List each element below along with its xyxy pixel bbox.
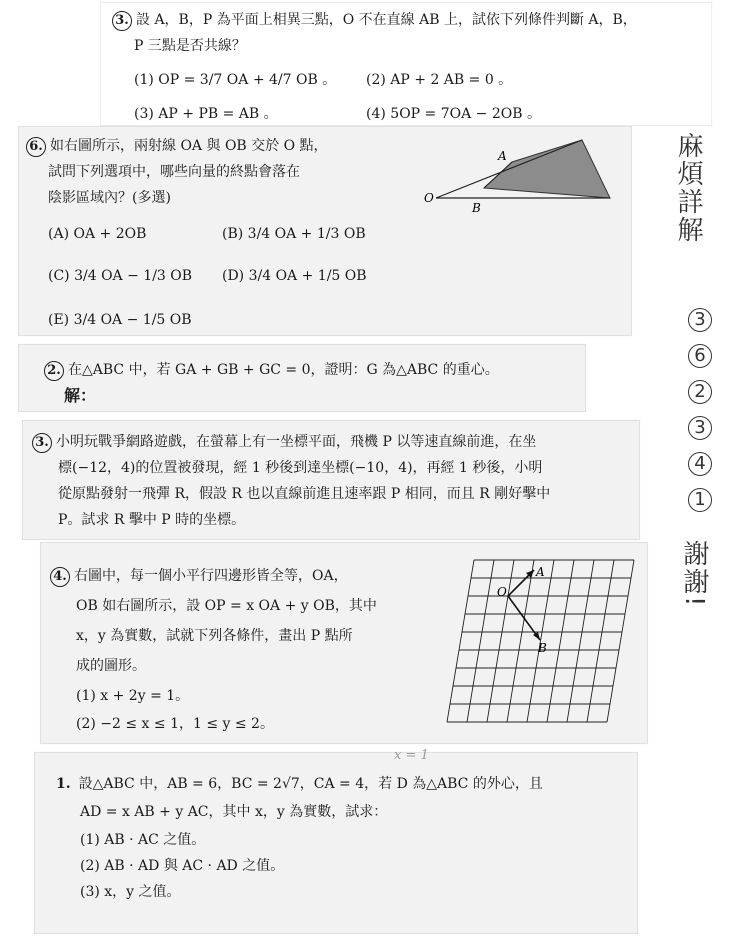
q1-line1 (56, 774, 543, 794)
q4-parallelogram-grid (440, 556, 640, 736)
q6-label-o: O (424, 191, 434, 205)
handwritten-number-5: 4 (688, 452, 712, 476)
q1-part-2: (2) AB · AD 與 AC · AD 之值。 (80, 858, 285, 874)
q3b-line2: 標(−12，4)的位置被發現，經 1 秒後到達坐標(−10，4)，再經 1 秒後，小明 (58, 460, 543, 476)
q2-stem-text: 在△ABC 中，若 GA + GB + GC = 0，證明：G 為△ABC 的重心。 (68, 362, 499, 378)
q4-line3: x，y 為實數，試就下列各條件，畫出 P 點所 (76, 628, 353, 644)
q3a-option-4: (4) 5OP = 7OA − 2OB 。 (366, 106, 541, 122)
q3a-option-2: (2) AP + 2 AB = 0 。 (366, 72, 513, 88)
handwritten-number-3: 2 (688, 380, 712, 404)
handwritten-number-4: 3 (688, 416, 712, 440)
handwritten-number-6: 1 (688, 488, 712, 512)
q4-line1-text: 右圖中，每一個小平行四邊形皆全等，OA， (74, 568, 348, 584)
q1-part-1: (1) AB · AC 之值。 (80, 832, 206, 848)
q6-stem-line2: 試問下列選項中，哪些向量的終點會落在 (48, 164, 300, 180)
q4-vector-ob (508, 596, 540, 640)
q4-number: 4. (50, 567, 70, 587)
q4-label-a: A (536, 565, 545, 579)
q4-line1 (50, 566, 348, 587)
q6-option-e: (E) 3/4 OA − 1/5 OB (48, 312, 192, 328)
q3a-stem-line1 (112, 10, 637, 31)
handwritten-number-2: 6 (688, 344, 712, 368)
q1-number: 1. (56, 776, 71, 792)
q1-part-3: (3) x，y 之值。 (80, 884, 181, 900)
q3b-line4: P。試求 R 擊中 P 時的坐標。 (58, 512, 246, 528)
q3a-number: 3. (112, 11, 132, 31)
q6-stem-line3: 陰影區域內？(多選) (48, 190, 171, 206)
handwritten-request: 麻煩詳解 (673, 132, 703, 244)
q1-line2: AD = x AB + y AC，其中 x，y 為實數，試求： (80, 804, 388, 820)
q3a-option-3: (3) AP + PB = AB 。 (134, 106, 278, 122)
handwritten-number-1: 3 (688, 308, 712, 332)
q3a-option-1: (1) OP = 3/7 OA + 4/7 OB 。 (134, 72, 337, 88)
q3b-number: 3. (32, 433, 52, 453)
q3b-line1-text: 小明玩戰爭網路遊戲，在螢幕上有一坐標平面，飛機 P 以等速直線前進，在坐 (56, 434, 537, 450)
q4-label-b: B (538, 641, 547, 655)
q6-option-d: (D) 3/4 OA + 1/5 OB (222, 268, 367, 284)
q6-ray-figure (420, 134, 620, 214)
q6-stem1-text: 如右圖所示，兩射線 OA 與 OB 交於 O 點， (50, 138, 328, 154)
q3b-line1 (32, 432, 536, 453)
q6-option-c: (C) 3/4 OA − 1/3 OB (48, 268, 193, 284)
q1-pencil-note: x = 1 (394, 748, 429, 763)
q2-number: 2. (44, 361, 64, 381)
q6-number: 6. (26, 137, 46, 157)
q3a-stem1-text: 設 A，B，P 為平面上相異三點，O 不在直線 AB 上，試依下列條件判斷 A，B， (136, 12, 637, 28)
q4-arrowhead-b (533, 632, 540, 640)
q6-option-b: (B) 3/4 OA + 1/3 OB (222, 226, 366, 242)
q4-condition-2: (2) −2 ≤ x ≤ 1，1 ≤ y ≤ 2。 (76, 716, 274, 732)
q3b-line3: 從原點發射一飛彈 R，假設 R 也以直線前進且速率跟 P 相同，而且 R 剛好擊中 (58, 486, 551, 502)
q4-line4: 成的圖形。 (76, 658, 146, 674)
q6-label-b: B (472, 201, 481, 214)
q4-condition-1: (1) x + 2y = 1。 (76, 688, 190, 704)
q3a-stem-line2: P 三點是否共線？ (134, 38, 246, 54)
q1-line1-text: 設△ABC 中，AB = 6，BC = 2√7，CA = 4，若 D 為△ABC 的外心，且 (78, 776, 543, 792)
q6-option-a: (A) OA + 2OB (48, 226, 147, 242)
q4-line2: OB 如右圖所示，設 OP = x OA + y OB，其中 (76, 598, 377, 614)
q4-label-o: O (497, 585, 507, 599)
q6-stem-line1 (26, 136, 328, 157)
q6-label-a: A (498, 149, 507, 163)
handwritten-thanks: 謝謝! (679, 540, 709, 609)
q2-stem (44, 360, 499, 381)
q2-solution-label: 解： (64, 386, 97, 405)
